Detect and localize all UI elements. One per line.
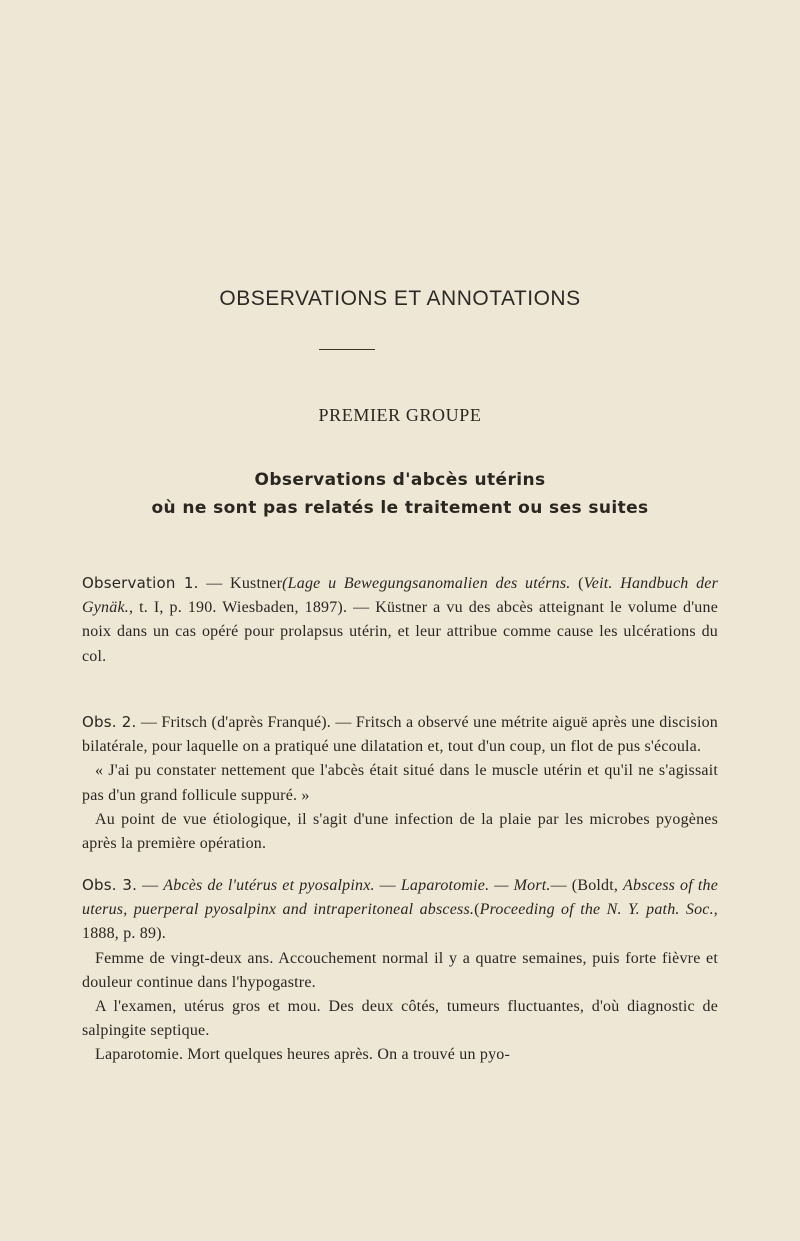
- observation-3-paragraph-4: Laparotomie. Mort quelques heures après. On a trouvé un pyo-: [95, 1046, 510, 1064]
- observation-3-dash-2: —: [374, 877, 401, 894]
- observation-3-article: Abscess of the uterus, puerperal pyosalpinx and intraperitoneal abscess.: [82, 877, 718, 919]
- section-heading-line1: Observations d'abcès utérins: [254, 470, 546, 490]
- observation-3-journal: Proceeding of the N. Y. path. Soc.: [479, 901, 714, 919]
- observation-1-punct: (: [570, 575, 584, 592]
- observation-3: [82, 873, 718, 1068]
- observation-3-title: Abcès de l'utérus et pyosalpinx.: [163, 877, 375, 894]
- observation-3-ref: , 1888, p. 89).: [82, 901, 718, 943]
- observation-1-paragraph: [82, 571, 718, 669]
- observation-2-paragraph-2: « J'ai pu constater nettement que l'abcès était situé dans le muscle utérin et qu'il ne s'agissait pas d'un grand follicule suppuré. »: [82, 762, 718, 804]
- section-heading-line2: où ne sont pas relatés le traitement ou ses suites: [151, 498, 649, 518]
- observation-3-dash-1: —: [137, 877, 164, 894]
- observation-3-author: — (Boldt,: [550, 877, 624, 894]
- title-rule: [319, 349, 375, 350]
- observation-2-paragraph-3: Au point de vue étiologique, il s'agit d'une infection de la plaie par les microbes pyogènes après la première opération.: [82, 810, 718, 853]
- page-title: OBSERVATIONS ET ANNOTATIONS: [219, 287, 581, 310]
- observation-3-outcome: Laparotomie. — Mort.: [400, 877, 551, 894]
- observation-1-author: — Kustner: [198, 575, 283, 592]
- group-title: PREMIER GROUPE: [318, 405, 482, 425]
- observation-1-title: (Lage u Bewegungsanomalien des utérns.: [282, 575, 571, 592]
- observation-2-label: Obs. 2.: [82, 713, 137, 731]
- observation-1-source: Veit. Handbuch der Gynäk.: [82, 575, 718, 617]
- observation-1-text: , t. I, p. 190. Wiesbaden, 1897). — Küstner a vu des abcès atteignant le volume d'une noix dans un cas opéré pour prolapsus utérin, et leur attribue comme cause les ulcérations du col.: [82, 599, 718, 665]
- observation-3-paragraph-1: [82, 873, 718, 947]
- observation-3-paragraph-2: Femme de vingt-deux ans. Accouchement normal il y a quatre semaines, puis forte fièvre et douleur continue dans l'hypogastre.: [82, 949, 718, 991]
- observation-3-label: Obs. 3.: [82, 876, 138, 894]
- observation-2-text: — Fritsch (d'après Franqué). — Fritsch a observé une métrite aiguë après une discision bilatérale, pour laquelle on a pratiqué une dilatation et, tout d'un coup, un flot de pus s'écoula.: [82, 714, 718, 756]
- observation-3-paragraph-3: A l'examen, utérus gros et mou. Des deux côtés, tumeurs fluctuantes, d'où diagnostic de salpingite septique.: [82, 998, 718, 1040]
- observation-1-label: Observation 1.: [82, 574, 199, 592]
- observation-1: [82, 571, 718, 669]
- observation-3-paren: (: [474, 901, 480, 919]
- observation-2: [82, 710, 718, 856]
- observation-2-paragraph-1: [82, 710, 718, 759]
